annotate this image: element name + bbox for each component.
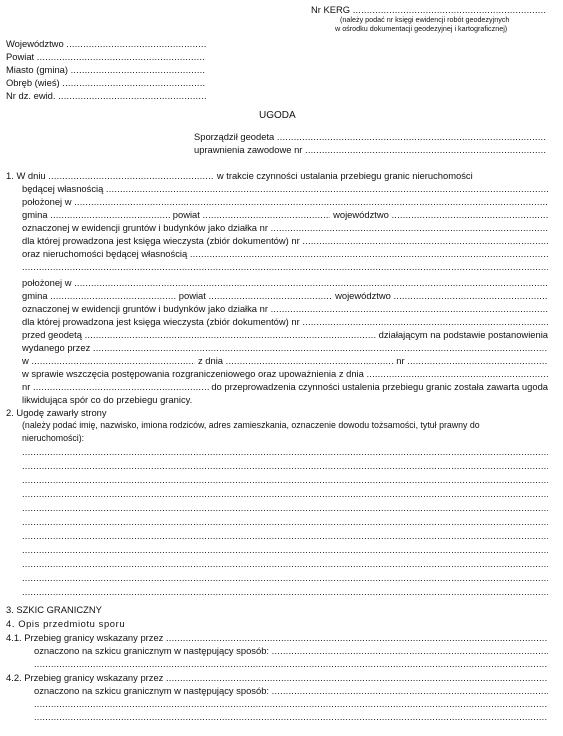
- s1-oraz-label: oraz nieruchomości będącej własnością: [22, 248, 188, 259]
- s3-title: 3. SZKIC GRANICZNY: [6, 604, 102, 615]
- wojewodztwo-field[interactable]: [6, 38, 206, 49]
- wojewodztwo-label: Województwo: [6, 38, 64, 49]
- s2-line[interactable]: [22, 488, 548, 499]
- s1-likwid-text: likwidująca spór co do przebiegu granicy.: [22, 394, 193, 405]
- s1-przed-geodeta-label: przed geodetą: [22, 329, 82, 340]
- s1-ksiega-row-2[interactable]: [22, 316, 548, 327]
- s1-nr2-label: nr: [22, 381, 31, 392]
- s1-ksiega-label-1: dla której prowadzona jest księga wieczysta (zbiór dokumentów) nr: [22, 235, 300, 246]
- s1-z-dnia-label: z dnia: [198, 355, 224, 366]
- s2-line[interactable]: [22, 586, 548, 597]
- s1-gmina-label-1: gmina: [22, 209, 48, 220]
- geodeta-field[interactable]: [194, 131, 546, 142]
- s1-w-dniu-label: W dniu: [16, 170, 46, 181]
- s2-line[interactable]: [22, 572, 548, 583]
- obreb-label: Obręb (wieś): [6, 77, 60, 88]
- s42b-row[interactable]: [34, 685, 548, 696]
- s1-w-label: w: [22, 355, 29, 366]
- s42-label: 4.2. Przebieg granicy wskazany przez: [6, 672, 164, 683]
- s2-note-1: (należy podać imię, nazwisko, imiona rodziców, adres zamieszkania, oznaczenie dowodu tożsamości, tytuł prawny do: [22, 420, 480, 430]
- s1-sprawie-row[interactable]: [22, 368, 548, 379]
- uprawnienia-field[interactable]: [194, 144, 546, 155]
- s2-line[interactable]: [22, 474, 548, 485]
- document-title: UGODA: [259, 110, 296, 121]
- s1-polozonej-row-2[interactable]: [22, 277, 548, 288]
- s1-powiat-label-2: powiat: [178, 290, 206, 301]
- s4-title: 4. Opis przedmiotu sporu: [6, 618, 126, 629]
- s1-oraz-row[interactable]: [22, 248, 548, 259]
- uprawnienia-label: uprawnienia zawodowe nr: [194, 144, 303, 155]
- s1-do-przep-label: do przeprowadzenia czynności ustalenia przebiegu granic została zawarta ugoda: [211, 381, 548, 392]
- s41-label: 4.1. Przebieg granicy wskazany przez: [6, 632, 164, 643]
- s1-ksiega-label-2: dla której prowadzona jest księga wieczysta (zbiór dokumentów) nr: [22, 316, 300, 327]
- s1-w-trakcie-label: w trakcie czynności ustalania przebiegu granic nieruchomości: [216, 170, 473, 181]
- s2-note-2: nieruchomości):: [22, 433, 85, 443]
- s1-nr-do-row[interactable]: [22, 381, 548, 392]
- s1-bedacej-row-1[interactable]: [22, 183, 548, 194]
- s2-line[interactable]: [22, 446, 548, 457]
- s1-wydanego-label: wydanego przez: [22, 342, 91, 353]
- s1-ksiega-row-1[interactable]: [22, 235, 548, 246]
- geodeta-label: Sporządził geodeta: [194, 131, 275, 142]
- s41-blank-row[interactable]: [34, 658, 548, 669]
- s41-row[interactable]: [6, 632, 548, 643]
- s1-gmina-row-2[interactable]: [22, 290, 548, 301]
- s1-ozn-row-1[interactable]: [22, 222, 548, 233]
- s1-w-z-dnia-row[interactable]: [22, 355, 548, 366]
- kerg-label: Nr KERG: [311, 4, 351, 15]
- s42b-label: oznaczono na szkicu granicznym w następujący sposób:: [34, 685, 270, 696]
- s1-wojewodztwo-label-2: województwo: [335, 290, 391, 301]
- s1-dzialajacym-label: działającym na podstawie postanowienia: [378, 329, 548, 340]
- s1-blank-row[interactable]: [22, 261, 548, 272]
- s41b-label: oznaczono na szkicu granicznym w następujący sposób:: [34, 645, 270, 656]
- s1-w-dniu-row[interactable]: [6, 170, 548, 181]
- s2-title: 2. Ugodę zawarły strony: [6, 407, 107, 418]
- s42-row[interactable]: [6, 672, 548, 683]
- miasto-label: Miasto (gmina): [6, 64, 68, 75]
- s2-line[interactable]: [22, 502, 548, 513]
- powiat-label: Powiat: [6, 51, 35, 62]
- s1-ozn-label-2: oznaczonej w ewidencji gruntów i budynków jako działka nr: [22, 303, 268, 314]
- s2-line[interactable]: [22, 516, 548, 527]
- s1-polozonej-label-2: położonej w: [22, 277, 72, 288]
- s1-sprawie-label: w sprawie wszczęcia postępowania rozgraniczeniowego oraz upoważnienia z dnia: [22, 368, 364, 379]
- s1-gmina-label-2: gmina: [22, 290, 48, 301]
- kerg-note-line-1: (należy podać nr księgi ewidencji robót geodezyjnych: [340, 15, 510, 24]
- s1-polozonej-label-1: położonej w: [22, 196, 72, 207]
- s41b-row[interactable]: [34, 645, 548, 656]
- s1-przed-geodeta-row[interactable]: [22, 329, 548, 340]
- s1-wydanego-row[interactable]: [22, 342, 548, 353]
- s1-ozn-label-1: oznaczonej w ewidencji gruntów i budynków jako działka nr: [22, 222, 268, 233]
- s1-bedacej-label-1: będącej własnością: [22, 183, 104, 194]
- miasto-field[interactable]: [6, 64, 206, 75]
- nr-dz-ewid-field[interactable]: [6, 90, 206, 101]
- nr-dz-ewid-label: Nr dz. ewid.: [6, 90, 56, 101]
- s1-wojewodztwo-label-1: województwo: [333, 209, 389, 220]
- s1-number: 1.: [6, 170, 14, 181]
- s42-blank-row[interactable]: [34, 698, 548, 709]
- powiat-field[interactable]: [6, 51, 206, 62]
- s42-blank-row[interactable]: [34, 711, 548, 722]
- s1-gmina-row-1[interactable]: [22, 209, 548, 220]
- kerg-number-field[interactable]: [311, 4, 547, 15]
- s1-ozn-row-2[interactable]: [22, 303, 548, 314]
- obreb-field[interactable]: [6, 77, 206, 88]
- s1-powiat-label-1: powiat: [172, 209, 200, 220]
- s2-line[interactable]: [22, 544, 548, 555]
- s2-line[interactable]: [22, 558, 548, 569]
- s2-line[interactable]: [22, 460, 548, 471]
- kerg-note-line-2: w ośrodku dokumentacji geodezyjnej i kartograficznej): [335, 24, 508, 33]
- s2-line[interactable]: [22, 530, 548, 541]
- s1-polozonej-row-1[interactable]: [22, 196, 548, 207]
- s1-nr-label: nr: [396, 355, 405, 366]
